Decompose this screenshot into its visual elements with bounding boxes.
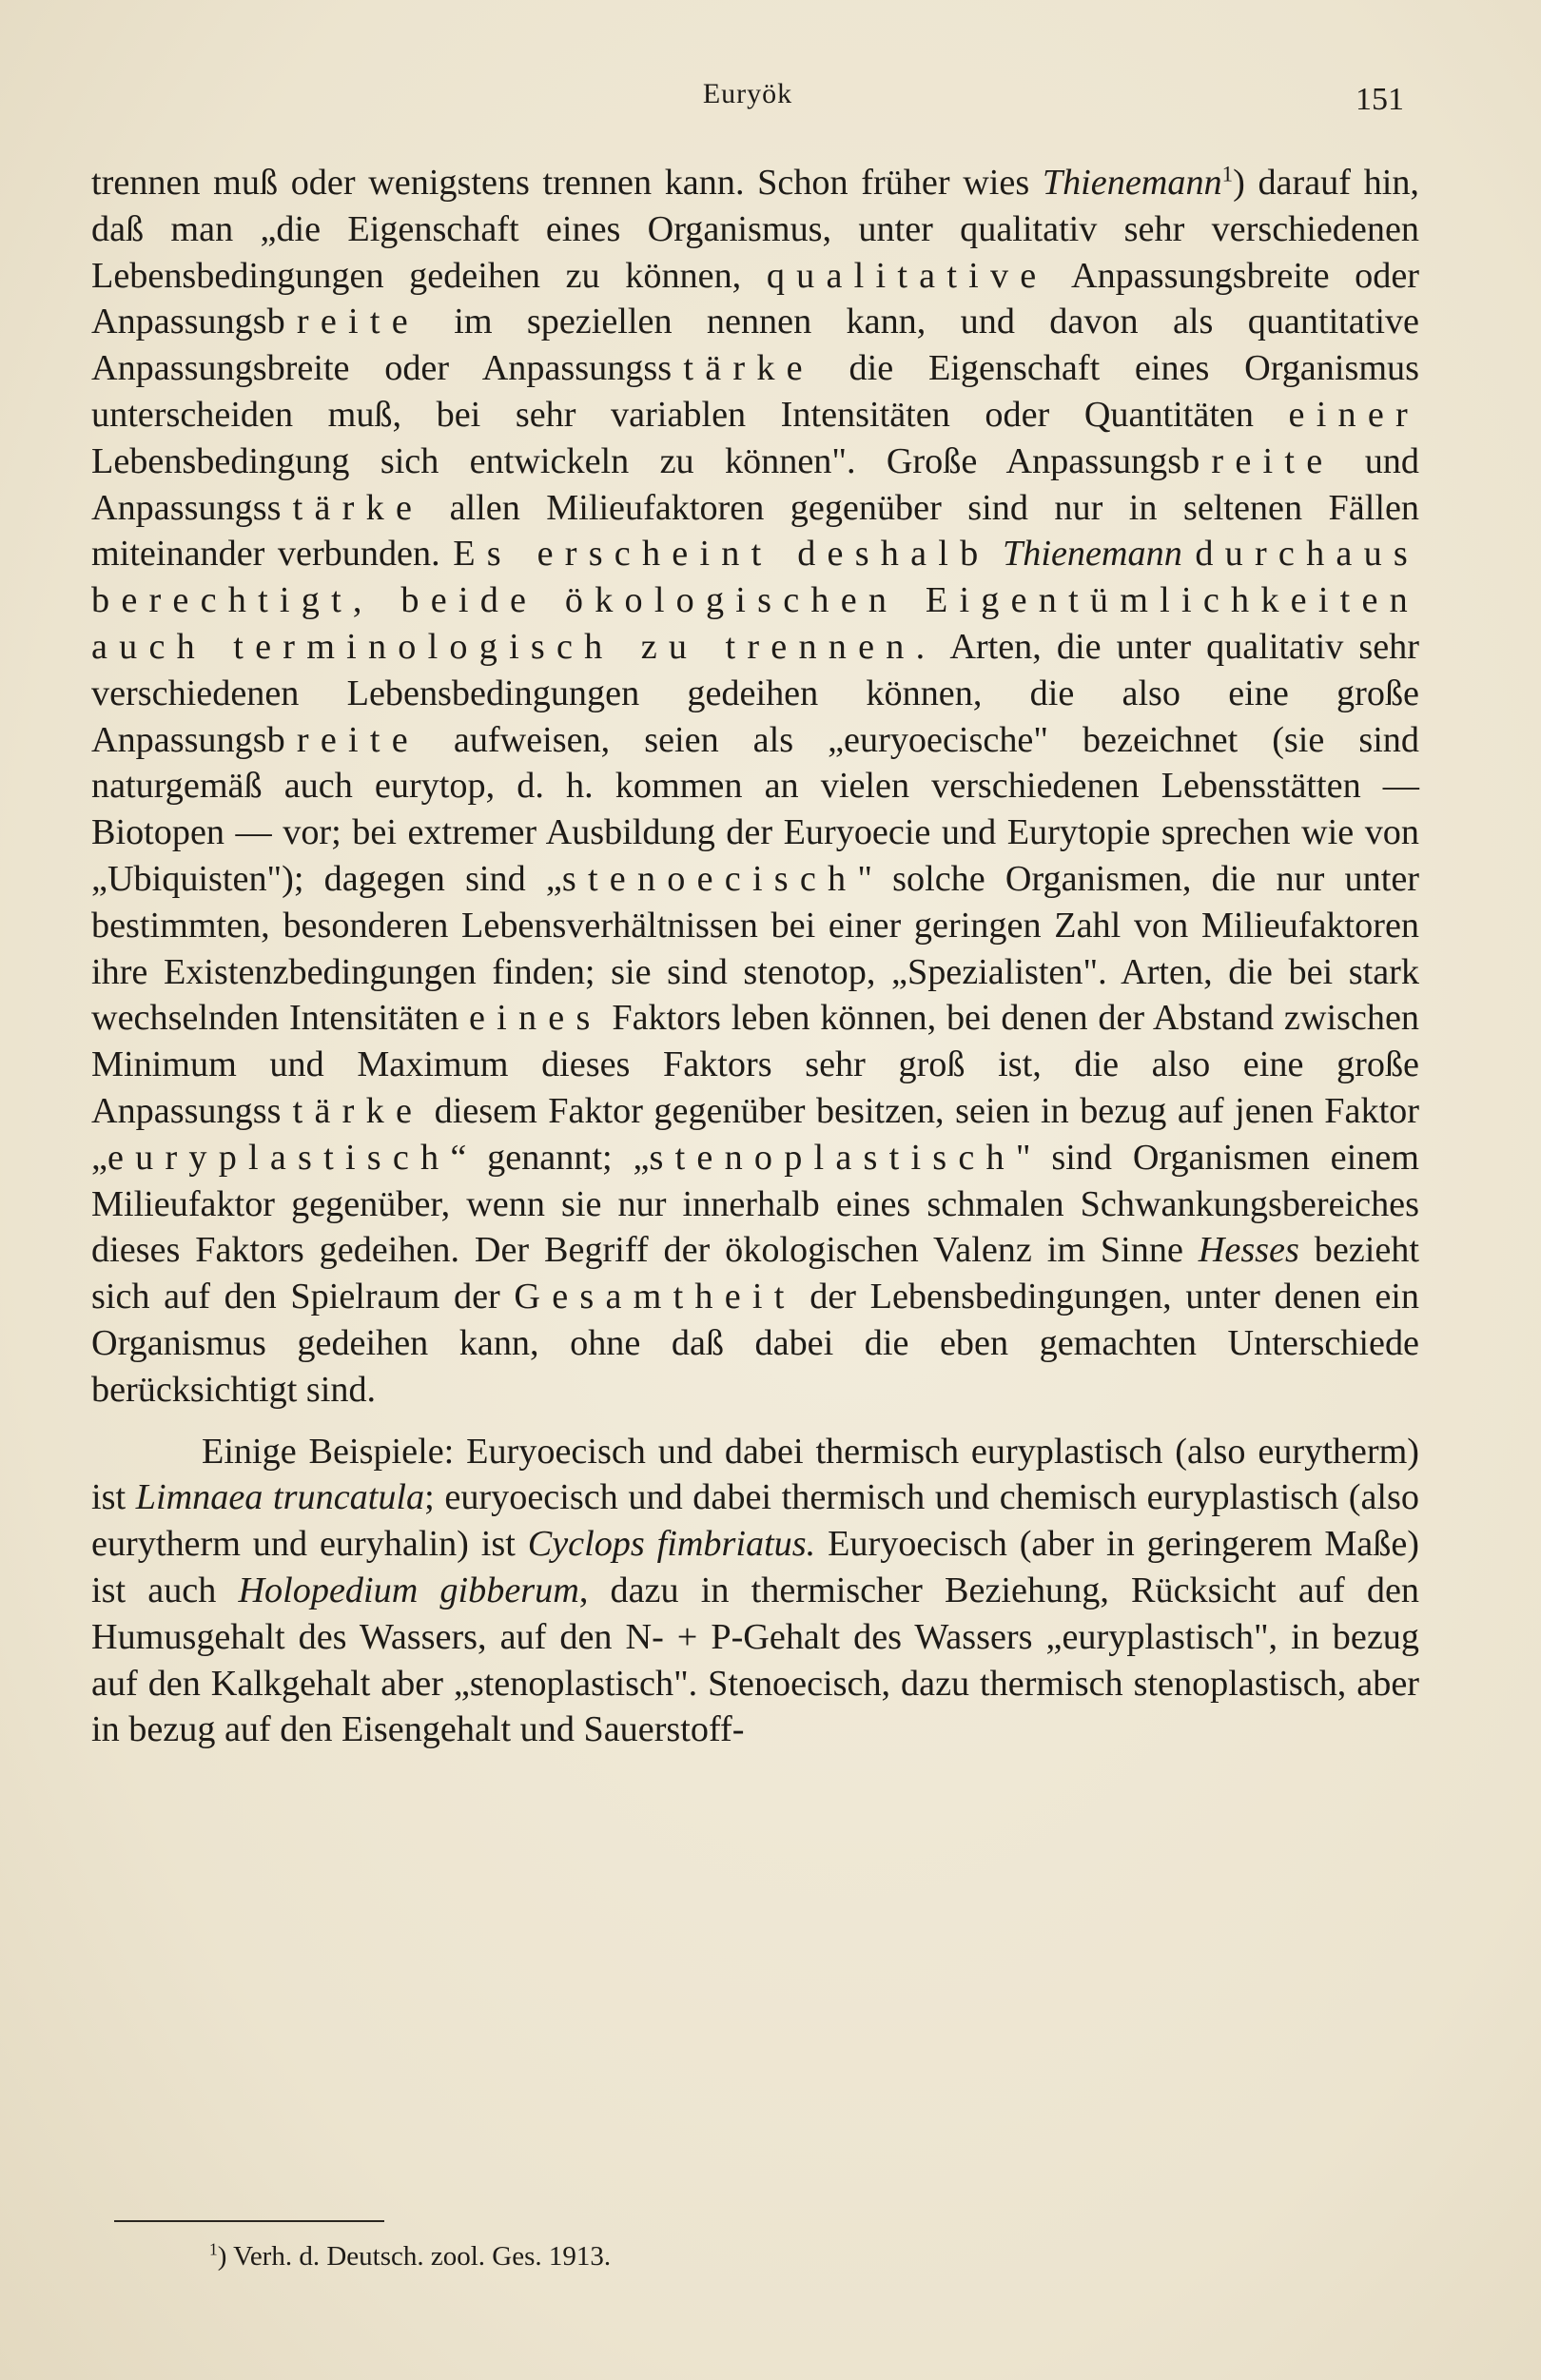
spaced-emphasis: stenoecisch (561, 858, 858, 899)
page-number: 151 (1356, 82, 1404, 117)
spaced-emphasis: stärke (266, 1090, 424, 1131)
spaced-emphasis: stärke (266, 487, 424, 528)
text-run: die Eigenschaft eines Organismus unterscheiden muß, bei sehr variablen Intensitäten oder Quantitäten (91, 348, 1419, 435)
italic-run: Hesses (1198, 1230, 1299, 1271)
spaced-emphasis: stärke (657, 348, 814, 389)
spaced-emphasis: eines (468, 998, 602, 1039)
footnote-marker: 1 (209, 2239, 218, 2259)
footnote (209, 2237, 611, 2275)
text-run: Anpassungsbreite oder Anpassungs (91, 255, 1419, 342)
text-run: Euryoecisch (aber in geringerem Maße) ist auch (91, 1524, 1419, 1610)
footnote-reference: 1 (1221, 162, 1234, 186)
text-run: trennen muß oder wenigstens trennen kann. Schon früher wies (91, 163, 1043, 203)
text-run: “ genannt; „ (450, 1137, 650, 1178)
text-run: " sind Organismen einem Milieufaktor gegenüber, wenn sie nur innerhalb eines schmalen Schwankungsbereiches dieses Faktors gedeihen. Der Begriff der ökologischen Valenz im Sinne (91, 1137, 1419, 1271)
text-run: allen Milieufaktoren gegenüber sind nur in seltenen Fällen miteinander verbunden. (91, 487, 1419, 575)
text-run: diesem Faktor gegenüber besitzen, seien in bezug auf jenen Faktor „ (91, 1090, 1419, 1178)
spaced-emphasis: Es erscheint deshalb (453, 534, 990, 575)
text-run: ; euryoecisch und dabei thermisch und chemisch euryplastisch (also eurytherm und euryhalin) ist (91, 1477, 1420, 1565)
text-run (1182, 534, 1196, 574)
paragraph (91, 160, 1419, 1414)
italic-run: Cyclops fimbriatus. (527, 1524, 816, 1565)
text-run: " solche Organismen, die nur unter bestimmten, besonderen Lebensverhältnissen bei einer geringen Zahl von Milieufaktoren ihre Existenzbedingungen finden; sie sind stenotop, „Spezialisten". Arten, die bei stark wechselnden Intensitäten (91, 858, 1420, 1039)
italic-run: Holopedium gibberum (238, 1570, 579, 1610)
text-run: , dazu in thermischer Beziehung, Rücksicht auf den Humusgehalt des Wassers, auf den N- + P-Gehalt des Wassers „euryplastisch", in bezug auf den Kalkgehalt aber „stenoplastisch". Stenoecisch, dazu thermisch stenoplastisch, aber in bezug auf den Eisengehalt und Sauerstoff- (91, 1570, 1419, 1750)
text-run: Lebensbedingung sich entwickeln zu können". Große Anpassungs (91, 440, 1182, 481)
spaced-emphasis: einer (1288, 394, 1419, 435)
text-run (989, 534, 1003, 574)
spaced-emphasis: Gesamtheit (514, 1277, 796, 1317)
footnote-text: ) Verh. d. Deutsch. zool. Ges. 1913. (217, 2241, 612, 2272)
spaced-emphasis: euryplastisch (107, 1137, 451, 1178)
text-run: ) darauf hin, daß man „die Eigenschaft eines Organismus, unter qualitativ sehr verschiedenen Lebensbedingungen gedeihen zu können, (91, 163, 1419, 296)
italic-run: Thienemann (1003, 534, 1182, 575)
spaced-emphasis: breite (266, 719, 419, 760)
spaced-emphasis: stenoplastisch (649, 1137, 1016, 1178)
text-run: und Anpassungs (91, 440, 1419, 528)
running-title: Euryök (702, 78, 793, 109)
italic-run: Thienemann (1042, 163, 1222, 203)
text-run: Faktors leben können, bei denen der Abstand zwischen Minimum und Maximum dieses Faktors sehr groß ist, die also eine große Anpassungs (91, 998, 1419, 1131)
text-run: Arten, die unter qualitativ sehr verschiedenen Lebensbedingungen gedeihen können, die also eine große Anpassungs (91, 626, 1419, 760)
italic-run: Limnaea truncatula (135, 1477, 425, 1518)
text-run: der Lebensbedingungen, unter denen ein Organismus gedeihen kann, ohne daß dabei die eben gemachten Unterschiede berücksichtigt sind. (91, 1277, 1419, 1410)
paragraph (91, 1429, 1419, 1754)
body-text (91, 160, 1419, 1753)
spaced-emphasis: breite (266, 302, 419, 342)
spaced-emphasis: qualitative (766, 255, 1048, 296)
text-run: bezieht sich auf den Spielraum der (91, 1230, 1419, 1317)
text-run: aufweisen, seien als „euryoecische" bezeichnet (sie sind naturgemäß auch eurytop, d. h. kommen an vielen verschiedenen Lebensstätten — Biotopen — vor; bei extremer Ausbildung der Euryoecie und Eurytopie sprechen wie von „Ubiquisten"); dagegen sind „ (91, 719, 1419, 899)
text-run: Einige Beispiele: Euryoecisch und dabei thermisch euryplastisch (also eurytherm) ist (91, 1431, 1419, 1518)
running-head (91, 78, 1404, 126)
footnote-rule (114, 2220, 384, 2222)
spaced-emphasis: breite (1181, 440, 1335, 481)
spaced-emphasis: durchaus berechtigt, beide ökologischen Eigentümlichkeiten auch terminologisch zu trennen. (91, 534, 1419, 667)
text-run: im speziellen nennen kann, und davon als quantitative Anpassungsbreite oder Anpassungs (91, 302, 1419, 389)
